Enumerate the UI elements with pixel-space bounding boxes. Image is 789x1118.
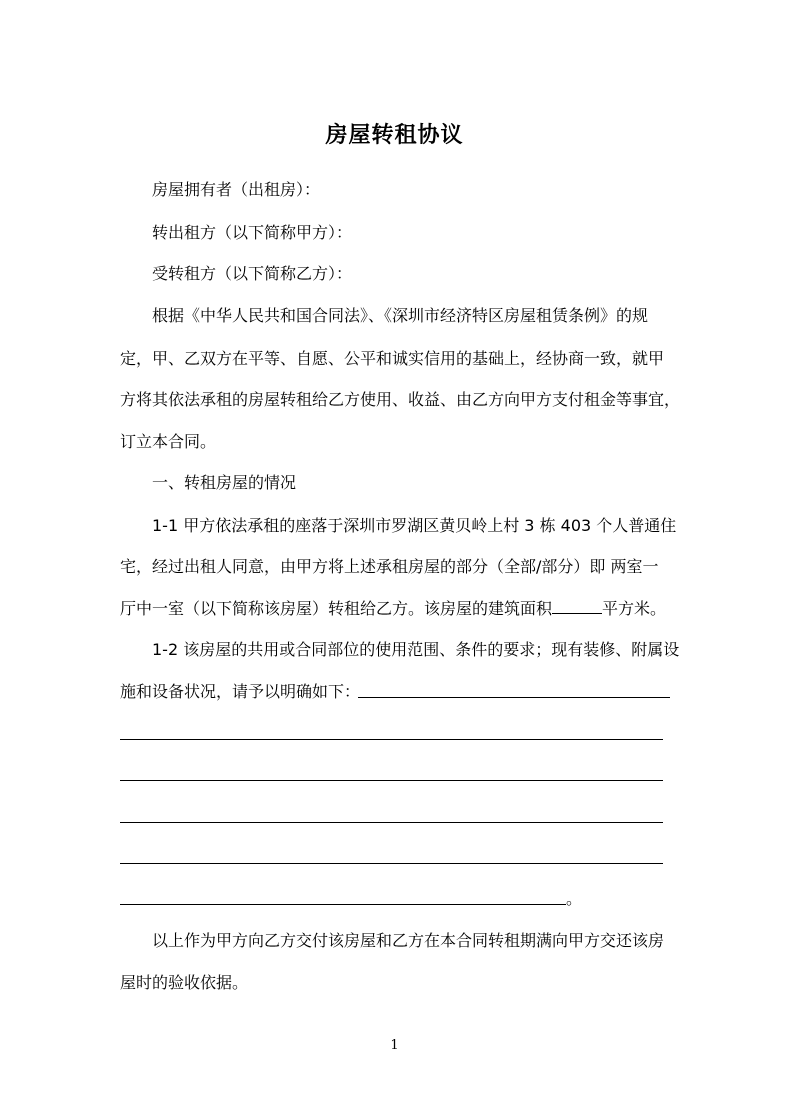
intro-line: 订立本合同。 bbox=[120, 432, 217, 451]
fill-in-line[interactable] bbox=[358, 697, 670, 698]
intro-line: 根据《中华人民共和国合同法》、《深圳市经济特区房屋租赁条例》的规 bbox=[152, 306, 649, 325]
clause-line: 宅，经过出租人同意，由甲方将上述承租房屋的部分（全部/部分）即 两室一 bbox=[120, 557, 659, 576]
clause-line: 1-2 该房屋的共用或合同部位的使用范围、条件的要求；现有装修、附属设 bbox=[152, 640, 680, 659]
clause-line: 施和设备状况，请予以明确如下： bbox=[120, 682, 361, 701]
clause-text: 厅中一室（以下简称该房屋）转租给乙方。该房屋的建筑面积 bbox=[120, 599, 553, 618]
party-b-label: 受转租方（以下简称乙方）： bbox=[152, 264, 353, 283]
document-title: 房屋转租协议 bbox=[325, 122, 464, 148]
intro-line: 方将其依法承租的房屋转租给乙方使用、收益、由乙方向甲方支付租金等事宜， bbox=[120, 390, 681, 409]
page-number: 1 bbox=[390, 1038, 399, 1053]
area-blank[interactable] bbox=[552, 599, 602, 614]
fill-in-line[interactable] bbox=[120, 780, 663, 781]
closing-line: 以上作为甲方向乙方交付该房屋和乙方在本合同转租期满向甲方交还该房 bbox=[152, 931, 665, 950]
clause-line bbox=[120, 599, 666, 619]
owner-label: 房屋拥有者（出租房）： bbox=[152, 180, 321, 199]
clause-text: 平方米。 bbox=[602, 599, 667, 618]
clause-line: 1-1 甲方依法承租的座落于深圳市罗湖区黄贝岭上村 3 栋 403 个人普通住 bbox=[152, 516, 677, 535]
intro-line: 定，甲、乙双方在平等、自愿、公平和诚实信用的基础上，经协商一致，就甲 bbox=[120, 349, 665, 368]
fill-in-line[interactable] bbox=[120, 739, 663, 740]
closing-line: 屋时的验收依据。 bbox=[120, 973, 249, 992]
fill-end-mark: 。 bbox=[566, 889, 583, 908]
fill-in-line[interactable] bbox=[120, 904, 566, 905]
fill-in-line[interactable] bbox=[120, 863, 663, 864]
section-heading: 一、转租房屋的情况 bbox=[152, 473, 297, 492]
fill-in-line[interactable] bbox=[120, 822, 663, 823]
party-a-label: 转出租方（以下简称甲方）： bbox=[152, 223, 353, 242]
